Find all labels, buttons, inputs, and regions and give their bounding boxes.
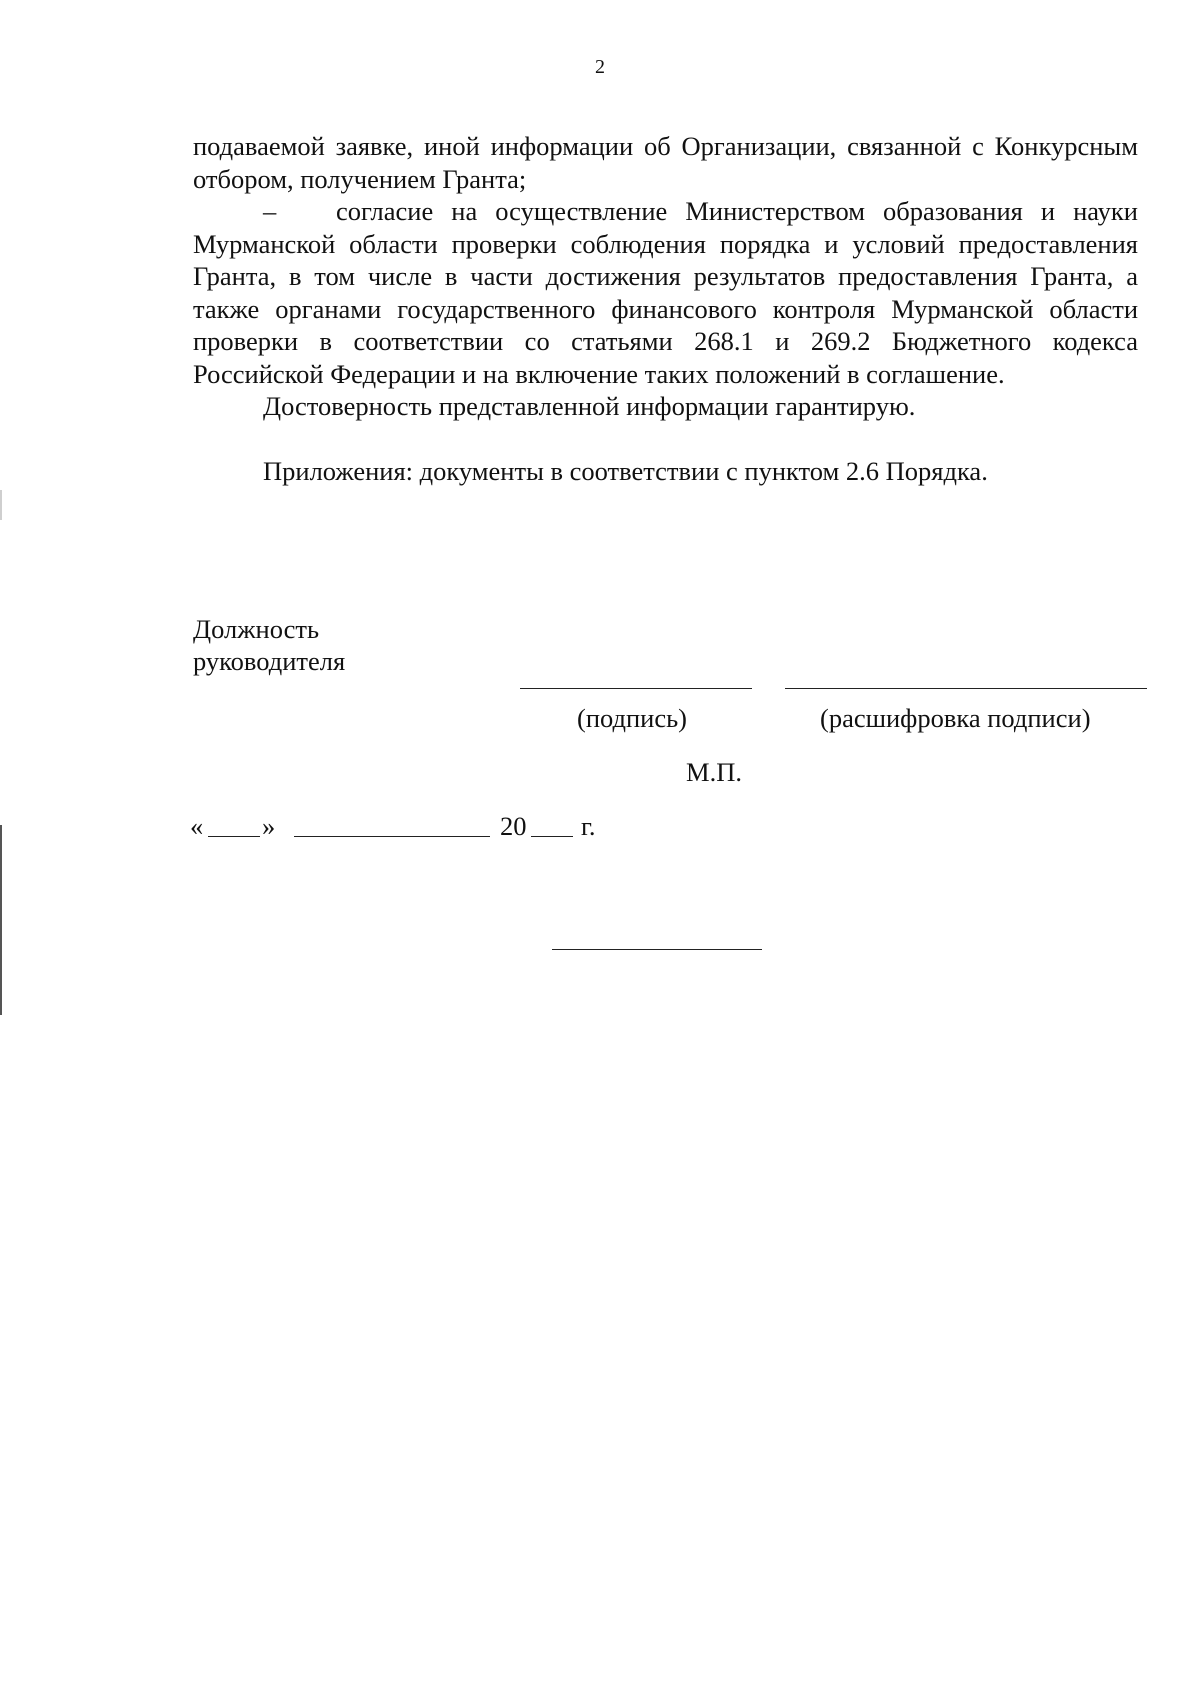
scan-edge-mark <box>0 825 2 1015</box>
paragraph-attachments: Приложения: документы в соответствии с пунктом 2.6 Порядка. <box>263 455 988 486</box>
date-year-suffix: г. <box>581 811 596 841</box>
date-year-prefix: 20 <box>500 811 527 841</box>
paragraph-consent <box>193 195 1138 390</box>
closing-separator-line <box>552 949 762 950</box>
paragraph-consent-text: согласие на осуществление Министерством образования и науки Мурманской области проверки соблюдения порядка и условий предоставления Гранта, в том числе в части достижения результатов предоставления Гранта, а также органами государственного финансового контроля Мурманской области проверки в соответствии со статьями 268.1 и 269.2 Бюджетного кодекса Российской Федерации и на включение таких положений в соглашение. <box>193 196 1138 389</box>
scan-edge-dots <box>0 490 2 520</box>
signature-caption: (подпись) <box>577 703 688 733</box>
page-number: 2 <box>595 56 605 78</box>
date-year-line <box>531 836 573 837</box>
document-body <box>193 130 1138 487</box>
position-label-line1: Должность <box>193 614 320 644</box>
date-open-quote: « <box>190 811 204 841</box>
position-label-line2: руководителя <box>193 646 346 676</box>
paragraph-gap <box>193 423 1138 455</box>
signature-line <box>520 688 752 689</box>
date-month-line <box>294 836 490 837</box>
seal-mark: М.П. <box>686 757 742 787</box>
signature-decoding-line <box>785 688 1147 689</box>
date-day-line <box>208 836 260 837</box>
date-close-quote: » <box>262 811 276 841</box>
list-dash: – <box>263 196 277 226</box>
paragraph-guarantee: Достоверность представленной информации гарантирую. <box>263 391 916 421</box>
signature-decoding-caption: (расшифровка подписи) <box>820 703 1091 733</box>
paragraph-continuation: подаваемой заявке, иной информации об Организации, связанной с Конкурсным отбором, получением Гранта; <box>193 131 1138 194</box>
